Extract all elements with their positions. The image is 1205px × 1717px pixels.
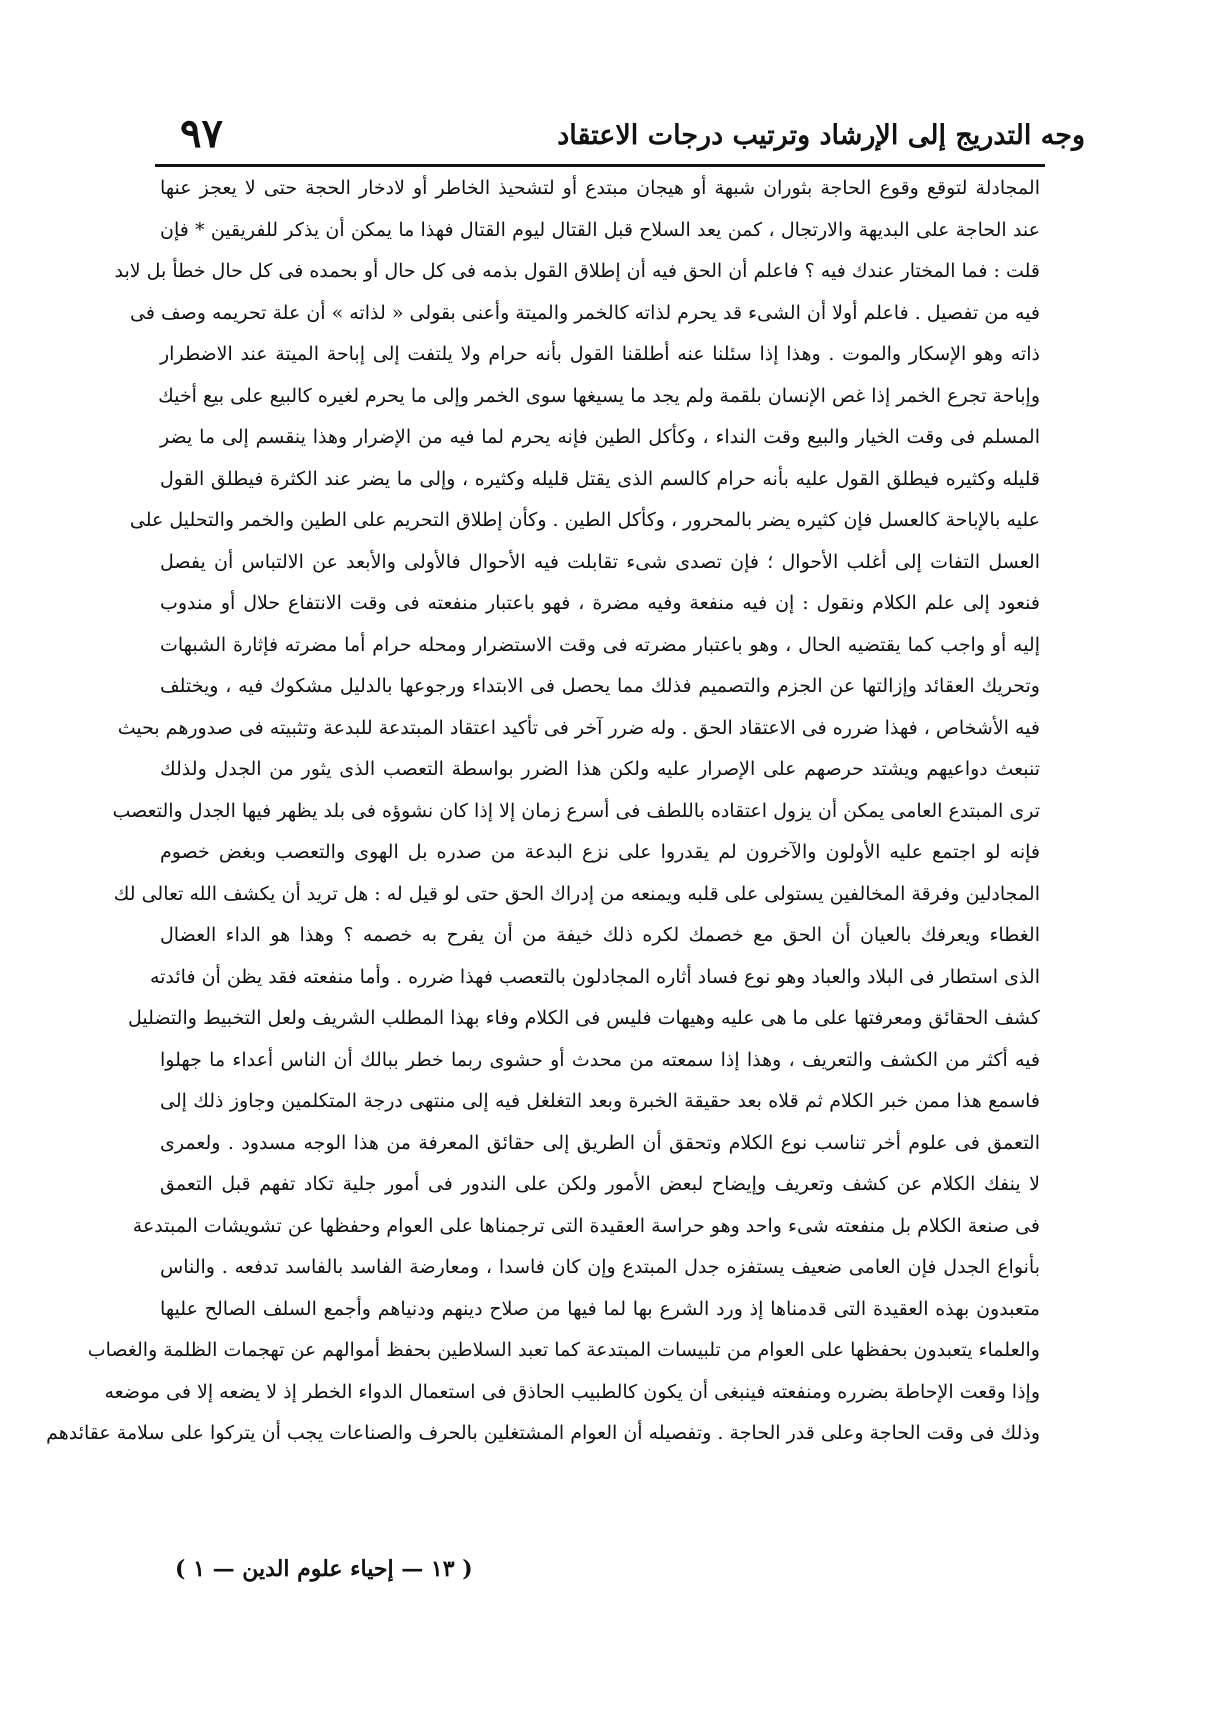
- text-line: فإنه لو اجتمع عليه الأولون والآخرون لم يقدروا على نزع البدعة من صدره بل الهوى والتعصب وبغض خصوم: [160, 841, 1040, 863]
- text-line: المجادلة لتوقع وقوع الحاجة بثوران شبهة أو هيجان مبتدع أو لتشحيذ الخاطر أو لادخار الحجة حتى لا يعجز عنها: [160, 177, 1040, 199]
- text-line: قلت : فما المختار عندك فيه ؟ فاعلم أن الحق فيه أن إطلاق القول بذمه فى كل حال أو بحمده فى كل حال خطأ بل لابد: [114, 260, 1040, 282]
- text-line: فيه أكثر من الكشف والتعريف ، وهذا إذا سمعته من محدث أو حشوى ربما خطر ببالك أن الناس أعداء ما جهلوا: [160, 1048, 1040, 1071]
- body-text: [46, 168, 1041, 1455]
- text-line: وإباحة تجرع الخمر إذا غص الإنسان بلقمة ولم يجد ما يسيغها سوى الخمر وإلى ما يحرم لغيره كالبيع على بيع أخيك: [158, 384, 1040, 407]
- text-line: الذى استطار فى البلاد والعباد وهو نوع فساد أثاره المجادلون بالتعصب فهذا ضرره . وأما منفعته فقد يظن أن فائدته: [149, 965, 1040, 988]
- text-line: الغطاء ويعرفك بالعيان أن الحق مع خصمك لكره ذلك خيفة من أن يفرح به خصمه ؟ وهذا هو الداء العضال: [160, 924, 1040, 946]
- text-line: فيه الأشخاص ، فهذا ضرره فى الاعتقاد الحق . وله ضرر آخر فى تأكيد اعتقاد المبتدعة للبدعة وتثبيته فى صدورهم بحيث: [117, 716, 1040, 739]
- text-line: كشف الحقائق ومعرفتها على ما هى عليه وهيهات فليس فى الكلام وفاء بهذا المطلب الشريف ولعل التخبيط والتضليل: [128, 1007, 1040, 1029]
- text-line: عليه بالإباحة كالعسل فإن كثيره يضر بالمحرور ، وكأكل الطين . وكأن إطلاق التحريم على الطين والخمر والتحليل على: [129, 509, 1040, 531]
- text-line: تنبعث دواعيهم ويشتد حرصهم على الإصرار عليه ولكن هذا الضرر بواسطة التعصب الذى يثور من الجدل ولذلك: [160, 758, 1040, 780]
- text-line: ترى المبتدع العامى يمكن أن يزول اعتقاده باللطف فى أسرع زمان إلا إذا كان نشوؤه فى بلد يظهر فيها الجدل والتعصب: [112, 799, 1040, 822]
- text-line: متعبدون بهذه العقيدة التى قدمناها إذ ورد الشرع بها لما فيها من صلاح دينهم ودنياهم وأجمع السلف الصالح عليها: [160, 1297, 1040, 1320]
- page-header: [160, 112, 1085, 172]
- text-line: التعمق فى علوم أخر تناسب نوع الكلام وتحقق أن الطريق إلى حقائق المعرفة من هذا الوجه مسدود . ولعمرى: [160, 1131, 1040, 1154]
- text-line: ذاته وهو الإسكار والموت . وهذا إذا سئلنا عنه أطلقنا القول بأنه حرام ولا يلتفت إلى إباحة الميتة عند الاضطرار: [160, 343, 1041, 365]
- header-rule: [155, 164, 1045, 167]
- text-line: قليله وكثيره فيطلق القول عليه بأنه حرام كالسم الذى يقتل قليله وكثيره ، وإلى ما يضر عند الكثرة فيطلق القول: [160, 467, 1040, 490]
- text-line: عند الحاجة على البديهة والارتجال ، كمن يعد السلاح قبل القتال ليوم القتال فهذا ما يمكن أن يذكر للفريقين * فإن: [160, 218, 1040, 241]
- signature-mark: ( ١٣ — إحياء علوم الدين — ١ ): [175, 1556, 473, 1582]
- text-line: وتحريك العقائد وإزالتها عن الجزم والتصميم فذلك مما يحصل فى الابتداء ورجوعها بالدليل مشكوك فيه ، ويختلف: [160, 675, 1040, 697]
- page-number: ٩٧: [180, 110, 223, 157]
- text-line: وإذا وقعت الإحاطة بضرره ومنفعته فينبغى أن يكون كالطبيب الحاذق فى استعمال الدواء الخطر إذ لا يضعه إلا فى موضعه: [104, 1380, 1040, 1403]
- running-title: وجه التدريج إلى الإرشاد وترتيب درجات الاعتقاد: [557, 120, 1085, 151]
- text-line: فيه من تفصيل . فاعلم أولا أن الشىء قد يحرم لذاته كالخمر والميتة وأعنى بقولى « لذاته » أن علة تحريمه وصف فى: [129, 301, 1040, 324]
- text-line: والعلماء يتعبدون بحفظها على العوام من تلبيسات المبتدعة كما تعبد السلاطين بحفظ أموالهم عن تهجمات الظلمة والغصاب: [87, 1339, 1040, 1361]
- text-line: المجادلين وفرقة المخالفين يستولى على قلبه ويمنعه من إدراك الحق حتى لو قيل له : هل تريد أن يكشف الله تعالى لك: [113, 882, 1040, 905]
- text-line: المسلم فى وقت الخيار والبيع وقت النداء ، وكأكل الطين فإنه يحرم لما فيه من الإضرار وهذا ينقسم إلى ما يضر: [160, 426, 1040, 448]
- text-line: فاسمع هذا ممن خبر الكلام ثم قلاه بعد حقيقة الخبرة وبعد التغلغل فيه إلى منتهى درجة المتكلمين وجاوز ذلك إلى: [160, 1090, 1040, 1112]
- text-line: لا ينفك الكلام عن كشف وتعريف وإيضاح لبعض الأمور ولكن على الندور فى أمور جلية تكاد تفهم قبل التعمق: [160, 1173, 1040, 1195]
- text-line: العسل التفات إلى أغلب الأحوال ؛ فإن تصدى شىء تقابلت فيه الأحوال فالأولى والأبعد عن الالتباس أن يفصل: [160, 550, 1040, 573]
- text-line: إليه أو واجب كما يقتضيه الحال ، وهو باعتبار مضرته فى وقت الاستضرار ومحله حرام أما مضرته فإثارة الشبهات: [160, 633, 1040, 656]
- text-line: بأنواع الجدل فإن العامى ضعيف يستفزه جدل المبتدع وإن كان فاسدا ، ومعارضة الفاسد بالفاسد تدفعه . والناس: [160, 1256, 1040, 1278]
- text-line: وذلك فى وقت الحاجة وعلى قدر الحاجة . وتفصيله أن العوام المشتغلين بالحرف والصناعات يجب أن يتركوا على سلامة عقائدهم: [46, 1422, 1040, 1444]
- text-line: فى صنعة الكلام بل منفعته شىء واحد وهو حراسة العقيدة التى ترجمناها على العوام وحفظها عن تشويشات المبتدعة: [132, 1214, 1040, 1237]
- text-line: فنعود إلى علم الكلام ونقول : إن فيه منفعة وفيه مضرة ، فهو باعتبار منفعته فى وقت الانتفاع حلال أو مندوب: [160, 592, 1040, 614]
